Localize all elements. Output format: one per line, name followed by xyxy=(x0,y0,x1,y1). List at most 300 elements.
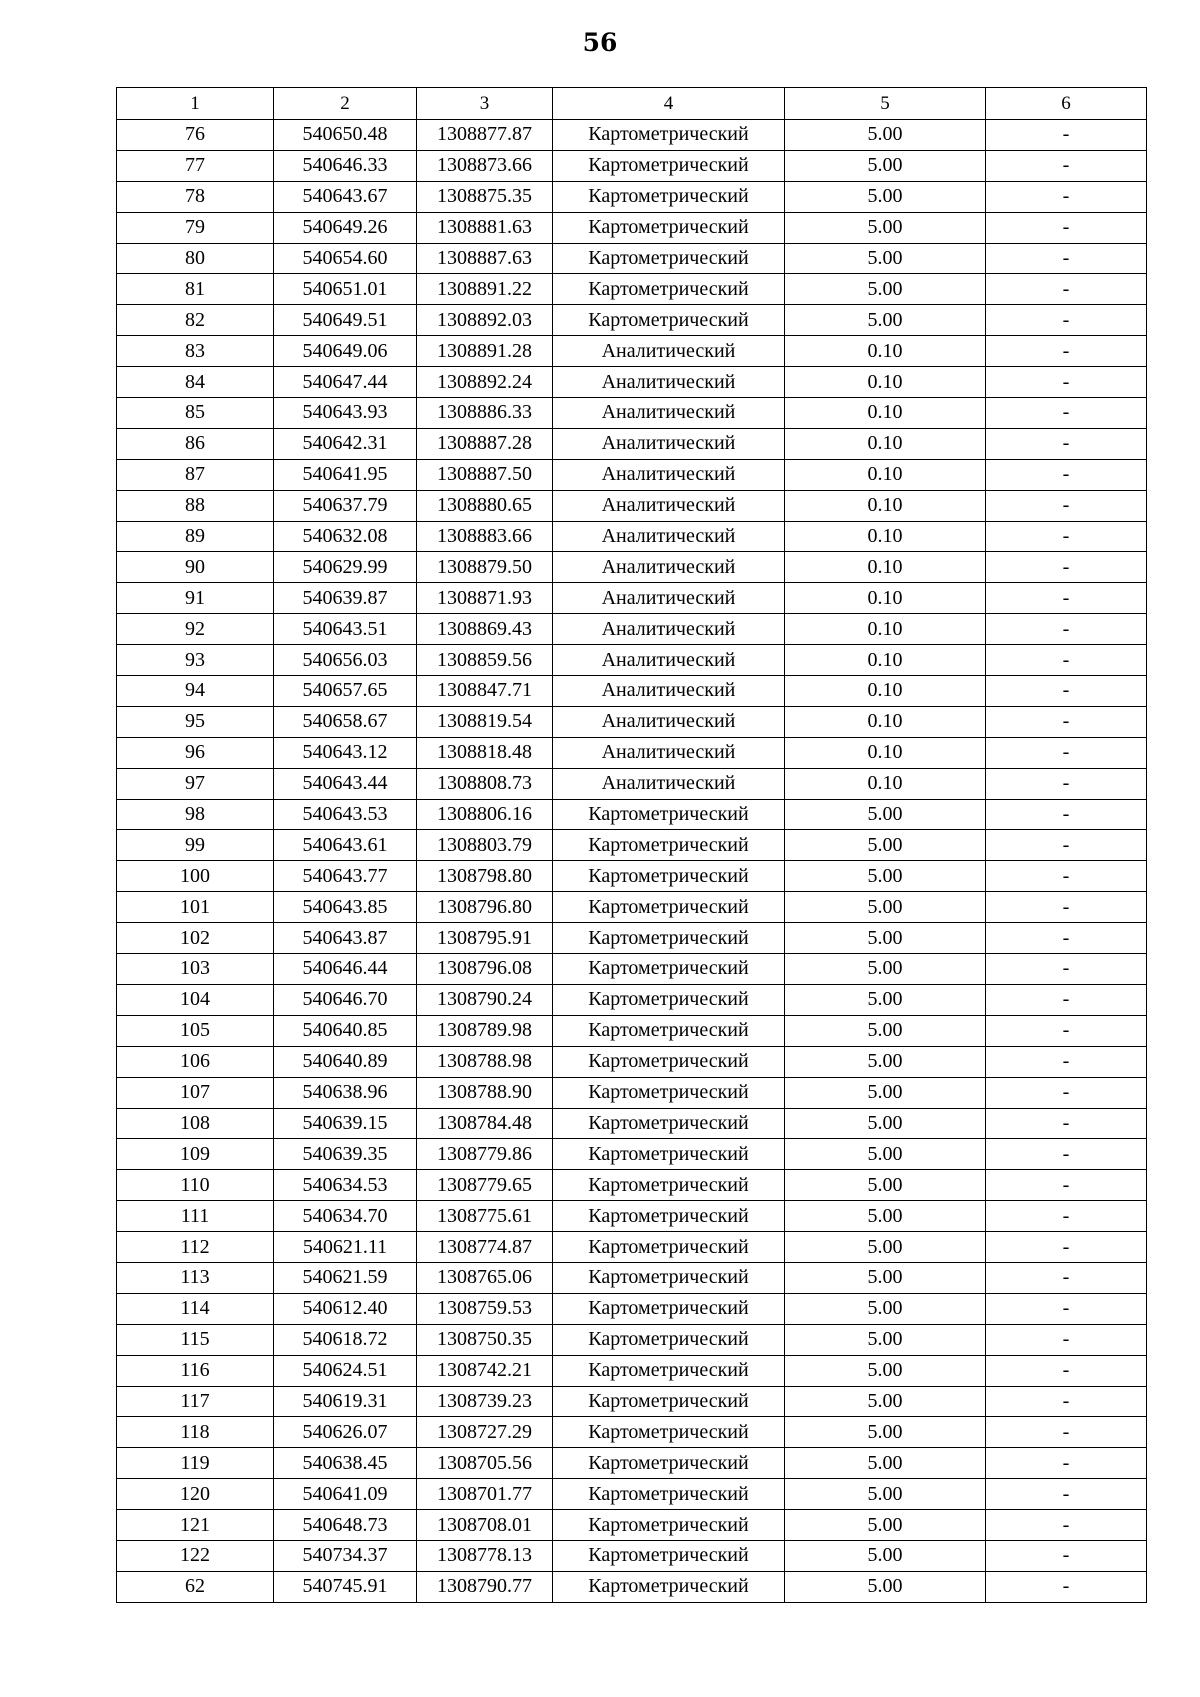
table-row xyxy=(117,1077,1147,1108)
method-cell: Картометрический xyxy=(553,1201,785,1232)
method-cell: Картометрический xyxy=(553,1324,785,1355)
x-coordinate-cell: 540646.44 xyxy=(274,954,417,985)
x-coordinate-cell: 540634.70 xyxy=(274,1201,417,1232)
accuracy-cell: 0.10 xyxy=(785,459,986,490)
note-cell: - xyxy=(986,1046,1147,1077)
x-coordinate-cell: 540643.93 xyxy=(274,398,417,429)
y-coordinate-cell: 1308750.35 xyxy=(417,1324,553,1355)
note-cell: - xyxy=(986,243,1147,274)
x-coordinate-cell: 540619.31 xyxy=(274,1386,417,1417)
point-number-cell: 80 xyxy=(117,243,274,274)
x-coordinate-cell: 540649.51 xyxy=(274,305,417,336)
table-row xyxy=(117,1355,1147,1386)
note-cell: - xyxy=(986,645,1147,676)
header-cell: 5 xyxy=(785,88,986,120)
y-coordinate-cell: 1308886.33 xyxy=(417,398,553,429)
table-row xyxy=(117,1417,1147,1448)
note-cell: - xyxy=(986,1015,1147,1046)
table-row xyxy=(117,305,1147,336)
note-cell: - xyxy=(986,1324,1147,1355)
point-number-cell: 82 xyxy=(117,305,274,336)
table-row xyxy=(117,1108,1147,1139)
point-number-cell: 113 xyxy=(117,1262,274,1293)
table-row xyxy=(117,398,1147,429)
accuracy-cell: 5.00 xyxy=(785,1448,986,1479)
x-coordinate-cell: 540745.91 xyxy=(274,1571,417,1602)
note-cell: - xyxy=(986,861,1147,892)
note-cell: - xyxy=(986,1232,1147,1263)
accuracy-cell: 5.00 xyxy=(785,1386,986,1417)
table-row xyxy=(117,768,1147,799)
table-row xyxy=(117,799,1147,830)
note-cell: - xyxy=(986,120,1147,151)
y-coordinate-cell: 1308727.29 xyxy=(417,1417,553,1448)
point-number-cell: 84 xyxy=(117,367,274,398)
y-coordinate-cell: 1308880.65 xyxy=(417,490,553,521)
point-number-cell: 117 xyxy=(117,1386,274,1417)
table-row xyxy=(117,1293,1147,1324)
point-number-cell: 62 xyxy=(117,1571,274,1602)
table-row xyxy=(117,645,1147,676)
x-coordinate-cell: 540648.73 xyxy=(274,1510,417,1541)
method-cell: Аналитический xyxy=(553,490,785,521)
method-cell: Аналитический xyxy=(553,614,785,645)
note-cell: - xyxy=(986,1293,1147,1324)
accuracy-cell: 5.00 xyxy=(785,799,986,830)
table-row xyxy=(117,892,1147,923)
method-cell: Картометрический xyxy=(553,243,785,274)
table-row xyxy=(117,861,1147,892)
x-coordinate-cell: 540646.70 xyxy=(274,984,417,1015)
y-coordinate-cell: 1308784.48 xyxy=(417,1108,553,1139)
x-coordinate-cell: 540643.53 xyxy=(274,799,417,830)
method-cell: Картометрический xyxy=(553,799,785,830)
point-number-cell: 103 xyxy=(117,954,274,985)
method-cell: Картометрический xyxy=(553,212,785,243)
note-cell: - xyxy=(986,212,1147,243)
accuracy-cell: 5.00 xyxy=(785,861,986,892)
y-coordinate-cell: 1308887.28 xyxy=(417,428,553,459)
table-row xyxy=(117,923,1147,954)
accuracy-cell: 5.00 xyxy=(785,212,986,243)
x-coordinate-cell: 540640.85 xyxy=(274,1015,417,1046)
x-coordinate-cell: 540641.95 xyxy=(274,459,417,490)
table-row xyxy=(117,1510,1147,1541)
y-coordinate-cell: 1308887.50 xyxy=(417,459,553,490)
point-number-cell: 89 xyxy=(117,521,274,552)
table-row xyxy=(117,552,1147,583)
x-coordinate-cell: 540643.61 xyxy=(274,830,417,861)
note-cell: - xyxy=(986,1448,1147,1479)
table-row xyxy=(117,274,1147,305)
accuracy-cell: 0.10 xyxy=(785,583,986,614)
y-coordinate-cell: 1308789.98 xyxy=(417,1015,553,1046)
y-coordinate-cell: 1308779.65 xyxy=(417,1170,553,1201)
accuracy-cell: 5.00 xyxy=(785,1170,986,1201)
point-number-cell: 99 xyxy=(117,830,274,861)
method-cell: Картометрический xyxy=(553,120,785,151)
header-cell: 1 xyxy=(117,88,274,120)
table-row xyxy=(117,1232,1147,1263)
note-cell: - xyxy=(986,490,1147,521)
method-cell: Картометрический xyxy=(553,181,785,212)
method-cell: Картометрический xyxy=(553,305,785,336)
y-coordinate-cell: 1308778.13 xyxy=(417,1540,553,1571)
note-cell: - xyxy=(986,1540,1147,1571)
x-coordinate-cell: 540643.12 xyxy=(274,737,417,768)
x-coordinate-cell: 540640.89 xyxy=(274,1046,417,1077)
y-coordinate-cell: 1308892.24 xyxy=(417,367,553,398)
y-coordinate-cell: 1308819.54 xyxy=(417,706,553,737)
accuracy-cell: 5.00 xyxy=(785,1232,986,1263)
y-coordinate-cell: 1308774.87 xyxy=(417,1232,553,1263)
point-number-cell: 100 xyxy=(117,861,274,892)
method-cell: Картометрический xyxy=(553,830,785,861)
accuracy-cell: 0.10 xyxy=(785,706,986,737)
accuracy-cell: 5.00 xyxy=(785,1262,986,1293)
point-number-cell: 108 xyxy=(117,1108,274,1139)
point-number-cell: 81 xyxy=(117,274,274,305)
note-cell: - xyxy=(986,1571,1147,1602)
note-cell: - xyxy=(986,706,1147,737)
accuracy-cell: 0.10 xyxy=(785,398,986,429)
y-coordinate-cell: 1308790.77 xyxy=(417,1571,553,1602)
point-number-cell: 106 xyxy=(117,1046,274,1077)
x-coordinate-cell: 540634.53 xyxy=(274,1170,417,1201)
x-coordinate-cell: 540638.45 xyxy=(274,1448,417,1479)
point-number-cell: 115 xyxy=(117,1324,274,1355)
point-number-cell: 77 xyxy=(117,150,274,181)
accuracy-cell: 5.00 xyxy=(785,954,986,985)
y-coordinate-cell: 1308887.63 xyxy=(417,243,553,274)
y-coordinate-cell: 1308788.98 xyxy=(417,1046,553,1077)
y-coordinate-cell: 1308808.73 xyxy=(417,768,553,799)
header-cell: 3 xyxy=(417,88,553,120)
note-cell: - xyxy=(986,428,1147,459)
x-coordinate-cell: 540643.87 xyxy=(274,923,417,954)
note-cell: - xyxy=(986,614,1147,645)
x-coordinate-cell: 540643.77 xyxy=(274,861,417,892)
y-coordinate-cell: 1308871.93 xyxy=(417,583,553,614)
point-number-cell: 92 xyxy=(117,614,274,645)
point-number-cell: 86 xyxy=(117,428,274,459)
x-coordinate-cell: 540612.40 xyxy=(274,1293,417,1324)
point-number-cell: 90 xyxy=(117,552,274,583)
table-row xyxy=(117,428,1147,459)
table-row xyxy=(117,212,1147,243)
accuracy-cell: 5.00 xyxy=(785,1046,986,1077)
x-coordinate-cell: 540641.09 xyxy=(274,1479,417,1510)
table-row xyxy=(117,1479,1147,1510)
y-coordinate-cell: 1308806.16 xyxy=(417,799,553,830)
y-coordinate-cell: 1308873.66 xyxy=(417,150,553,181)
point-number-cell: 109 xyxy=(117,1139,274,1170)
x-coordinate-cell: 540629.99 xyxy=(274,552,417,583)
point-number-cell: 114 xyxy=(117,1293,274,1324)
method-cell: Картометрический xyxy=(553,1510,785,1541)
table-row xyxy=(117,1571,1147,1602)
accuracy-cell: 0.10 xyxy=(785,552,986,583)
x-coordinate-cell: 540656.03 xyxy=(274,645,417,676)
x-coordinate-cell: 540643.44 xyxy=(274,768,417,799)
note-cell: - xyxy=(986,1479,1147,1510)
x-coordinate-cell: 540646.33 xyxy=(274,150,417,181)
accuracy-cell: 5.00 xyxy=(785,1201,986,1232)
table-row xyxy=(117,1170,1147,1201)
y-coordinate-cell: 1308859.56 xyxy=(417,645,553,676)
method-cell: Картометрический xyxy=(553,1571,785,1602)
accuracy-cell: 5.00 xyxy=(785,274,986,305)
table-row xyxy=(117,1540,1147,1571)
accuracy-cell: 5.00 xyxy=(785,984,986,1015)
note-cell: - xyxy=(986,1355,1147,1386)
point-number-cell: 98 xyxy=(117,799,274,830)
table-body xyxy=(117,88,1147,1603)
coordinates-table xyxy=(116,87,1147,1603)
x-coordinate-cell: 540647.44 xyxy=(274,367,417,398)
accuracy-cell: 5.00 xyxy=(785,120,986,151)
method-cell: Картометрический xyxy=(553,1540,785,1571)
method-cell: Картометрический xyxy=(553,1139,785,1170)
x-coordinate-cell: 540642.31 xyxy=(274,428,417,459)
table-row xyxy=(117,984,1147,1015)
method-cell: Картометрический xyxy=(553,1479,785,1510)
note-cell: - xyxy=(986,367,1147,398)
header-cell: 2 xyxy=(274,88,417,120)
table-row xyxy=(117,954,1147,985)
y-coordinate-cell: 1308795.91 xyxy=(417,923,553,954)
table-row xyxy=(117,459,1147,490)
point-number-cell: 105 xyxy=(117,1015,274,1046)
note-cell: - xyxy=(986,150,1147,181)
method-cell: Картометрический xyxy=(553,984,785,1015)
accuracy-cell: 0.10 xyxy=(785,676,986,707)
method-cell: Картометрический xyxy=(553,1417,785,1448)
note-cell: - xyxy=(986,1108,1147,1139)
x-coordinate-cell: 540621.11 xyxy=(274,1232,417,1263)
note-cell: - xyxy=(986,1417,1147,1448)
accuracy-cell: 0.10 xyxy=(785,336,986,367)
x-coordinate-cell: 540624.51 xyxy=(274,1355,417,1386)
x-coordinate-cell: 540643.51 xyxy=(274,614,417,645)
x-coordinate-cell: 540632.08 xyxy=(274,521,417,552)
method-cell: Аналитический xyxy=(553,367,785,398)
table-header-row xyxy=(117,88,1147,120)
accuracy-cell: 5.00 xyxy=(785,1571,986,1602)
method-cell: Аналитический xyxy=(553,645,785,676)
point-number-cell: 76 xyxy=(117,120,274,151)
y-coordinate-cell: 1308779.86 xyxy=(417,1139,553,1170)
y-coordinate-cell: 1308803.79 xyxy=(417,830,553,861)
accuracy-cell: 5.00 xyxy=(785,1417,986,1448)
x-coordinate-cell: 540651.01 xyxy=(274,274,417,305)
table-row xyxy=(117,521,1147,552)
table-row xyxy=(117,706,1147,737)
point-number-cell: 78 xyxy=(117,181,274,212)
point-number-cell: 121 xyxy=(117,1510,274,1541)
header-cell: 6 xyxy=(986,88,1147,120)
accuracy-cell: 5.00 xyxy=(785,1108,986,1139)
x-coordinate-cell: 540657.65 xyxy=(274,676,417,707)
y-coordinate-cell: 1308701.77 xyxy=(417,1479,553,1510)
table-row xyxy=(117,1201,1147,1232)
note-cell: - xyxy=(986,830,1147,861)
method-cell: Картометрический xyxy=(553,1386,785,1417)
y-coordinate-cell: 1308759.53 xyxy=(417,1293,553,1324)
x-coordinate-cell: 540649.26 xyxy=(274,212,417,243)
method-cell: Аналитический xyxy=(553,521,785,552)
point-number-cell: 122 xyxy=(117,1540,274,1571)
y-coordinate-cell: 1308788.90 xyxy=(417,1077,553,1108)
y-coordinate-cell: 1308881.63 xyxy=(417,212,553,243)
table-row xyxy=(117,120,1147,151)
x-coordinate-cell: 540626.07 xyxy=(274,1417,417,1448)
note-cell: - xyxy=(986,583,1147,614)
point-number-cell: 119 xyxy=(117,1448,274,1479)
note-cell: - xyxy=(986,1077,1147,1108)
point-number-cell: 96 xyxy=(117,737,274,768)
note-cell: - xyxy=(986,676,1147,707)
point-number-cell: 85 xyxy=(117,398,274,429)
point-number-cell: 93 xyxy=(117,645,274,676)
accuracy-cell: 5.00 xyxy=(785,1540,986,1571)
accuracy-cell: 5.00 xyxy=(785,923,986,954)
point-number-cell: 94 xyxy=(117,676,274,707)
point-number-cell: 79 xyxy=(117,212,274,243)
method-cell: Аналитический xyxy=(553,552,785,583)
method-cell: Аналитический xyxy=(553,583,785,614)
point-number-cell: 110 xyxy=(117,1170,274,1201)
accuracy-cell: 5.00 xyxy=(785,1139,986,1170)
note-cell: - xyxy=(986,305,1147,336)
method-cell: Картометрический xyxy=(553,1108,785,1139)
table-row xyxy=(117,1448,1147,1479)
x-coordinate-cell: 540643.67 xyxy=(274,181,417,212)
x-coordinate-cell: 540650.48 xyxy=(274,120,417,151)
note-cell: - xyxy=(986,1201,1147,1232)
note-cell: - xyxy=(986,799,1147,830)
y-coordinate-cell: 1308796.80 xyxy=(417,892,553,923)
method-cell: Аналитический xyxy=(553,459,785,490)
accuracy-cell: 5.00 xyxy=(785,1015,986,1046)
note-cell: - xyxy=(986,1510,1147,1541)
x-coordinate-cell: 540734.37 xyxy=(274,1540,417,1571)
method-cell: Картометрический xyxy=(553,954,785,985)
method-cell: Картометрический xyxy=(553,1262,785,1293)
y-coordinate-cell: 1308877.87 xyxy=(417,120,553,151)
note-cell: - xyxy=(986,737,1147,768)
note-cell: - xyxy=(986,552,1147,583)
y-coordinate-cell: 1308892.03 xyxy=(417,305,553,336)
point-number-cell: 112 xyxy=(117,1232,274,1263)
method-cell: Аналитический xyxy=(553,428,785,459)
x-coordinate-cell: 540618.72 xyxy=(274,1324,417,1355)
method-cell: Картометрический xyxy=(553,1046,785,1077)
point-number-cell: 88 xyxy=(117,490,274,521)
point-number-cell: 83 xyxy=(117,336,274,367)
accuracy-cell: 0.10 xyxy=(785,645,986,676)
accuracy-cell: 5.00 xyxy=(785,150,986,181)
method-cell: Картометрический xyxy=(553,1170,785,1201)
x-coordinate-cell: 540638.96 xyxy=(274,1077,417,1108)
note-cell: - xyxy=(986,1170,1147,1201)
accuracy-cell: 0.10 xyxy=(785,428,986,459)
point-number-cell: 120 xyxy=(117,1479,274,1510)
accuracy-cell: 5.00 xyxy=(785,830,986,861)
note-cell: - xyxy=(986,1386,1147,1417)
accuracy-cell: 0.10 xyxy=(785,490,986,521)
method-cell: Картометрический xyxy=(553,1015,785,1046)
y-coordinate-cell: 1308798.80 xyxy=(417,861,553,892)
point-number-cell: 116 xyxy=(117,1355,274,1386)
accuracy-cell: 5.00 xyxy=(785,1324,986,1355)
note-cell: - xyxy=(986,181,1147,212)
point-number-cell: 118 xyxy=(117,1417,274,1448)
note-cell: - xyxy=(986,954,1147,985)
y-coordinate-cell: 1308875.35 xyxy=(417,181,553,212)
method-cell: Аналитический xyxy=(553,706,785,737)
x-coordinate-cell: 540643.85 xyxy=(274,892,417,923)
note-cell: - xyxy=(986,274,1147,305)
x-coordinate-cell: 540658.67 xyxy=(274,706,417,737)
note-cell: - xyxy=(986,521,1147,552)
table-row xyxy=(117,181,1147,212)
x-coordinate-cell: 540621.59 xyxy=(274,1262,417,1293)
y-coordinate-cell: 1308790.24 xyxy=(417,984,553,1015)
method-cell: Картометрический xyxy=(553,861,785,892)
table-row xyxy=(117,150,1147,181)
page-number: 56 xyxy=(582,28,618,57)
y-coordinate-cell: 1308796.08 xyxy=(417,954,553,985)
method-cell: Аналитический xyxy=(553,336,785,367)
accuracy-cell: 0.10 xyxy=(785,768,986,799)
point-number-cell: 97 xyxy=(117,768,274,799)
table-row xyxy=(117,243,1147,274)
accuracy-cell: 0.10 xyxy=(785,614,986,645)
accuracy-cell: 5.00 xyxy=(785,1479,986,1510)
point-number-cell: 111 xyxy=(117,1201,274,1232)
table-row xyxy=(117,336,1147,367)
y-coordinate-cell: 1308818.48 xyxy=(417,737,553,768)
point-number-cell: 102 xyxy=(117,923,274,954)
method-cell: Картометрический xyxy=(553,274,785,305)
accuracy-cell: 0.10 xyxy=(785,737,986,768)
table-row xyxy=(117,1015,1147,1046)
y-coordinate-cell: 1308775.61 xyxy=(417,1201,553,1232)
table-row xyxy=(117,737,1147,768)
method-cell: Картометрический xyxy=(553,1293,785,1324)
x-coordinate-cell: 540639.35 xyxy=(274,1139,417,1170)
x-coordinate-cell: 540649.06 xyxy=(274,336,417,367)
y-coordinate-cell: 1308739.23 xyxy=(417,1386,553,1417)
note-cell: - xyxy=(986,768,1147,799)
point-number-cell: 104 xyxy=(117,984,274,1015)
point-number-cell: 95 xyxy=(117,706,274,737)
point-number-cell: 101 xyxy=(117,892,274,923)
accuracy-cell: 0.10 xyxy=(785,521,986,552)
accuracy-cell: 5.00 xyxy=(785,181,986,212)
note-cell: - xyxy=(986,459,1147,490)
method-cell: Картометрический xyxy=(553,923,785,954)
accuracy-cell: 5.00 xyxy=(785,1510,986,1541)
table-row xyxy=(117,1386,1147,1417)
note-cell: - xyxy=(986,984,1147,1015)
note-cell: - xyxy=(986,923,1147,954)
x-coordinate-cell: 540639.15 xyxy=(274,1108,417,1139)
method-cell: Аналитический xyxy=(553,768,785,799)
y-coordinate-cell: 1308883.66 xyxy=(417,521,553,552)
method-cell: Картометрический xyxy=(553,150,785,181)
